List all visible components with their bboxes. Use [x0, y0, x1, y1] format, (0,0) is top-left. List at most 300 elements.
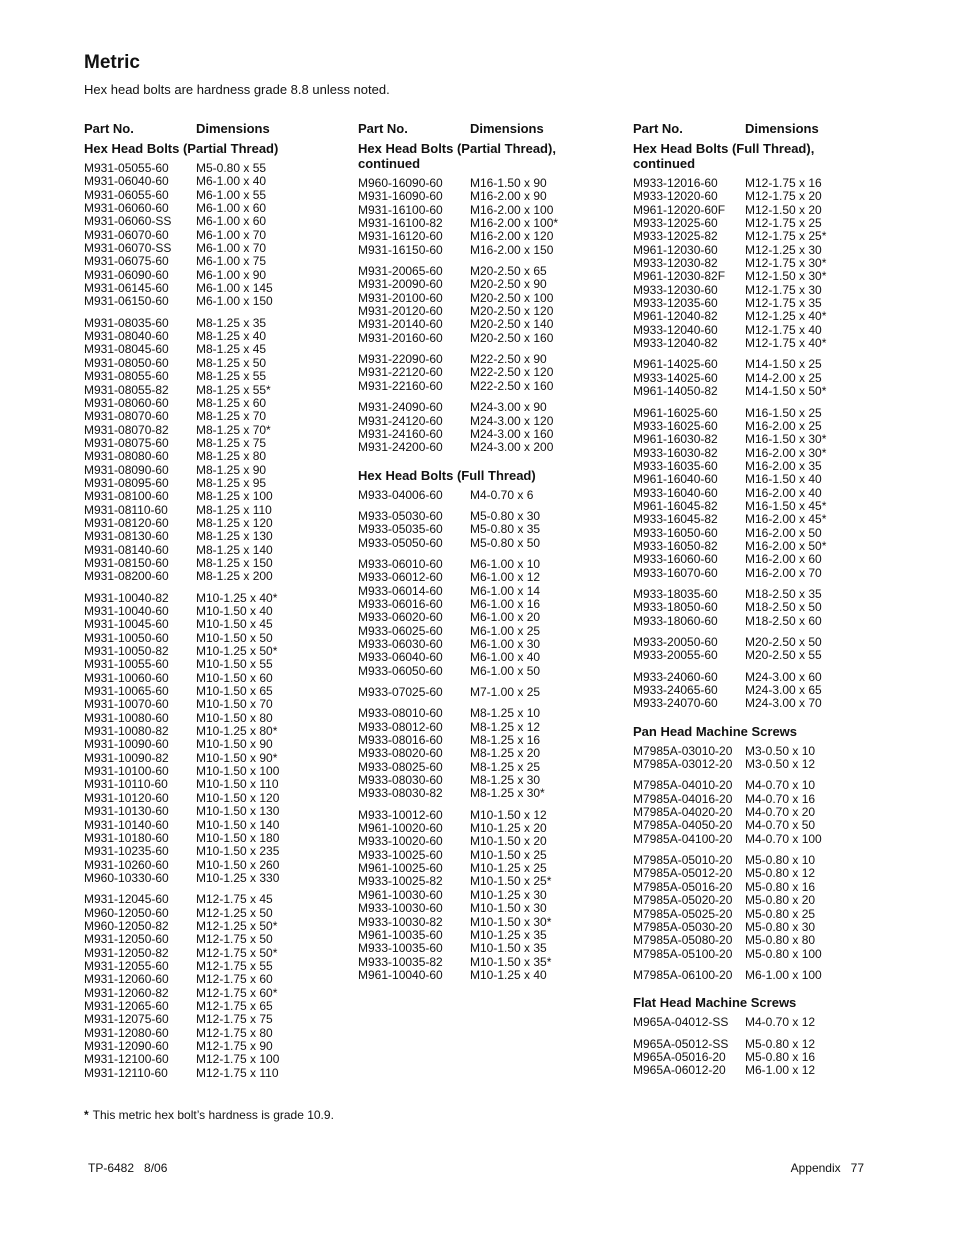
part-number: M931-08130-60 — [84, 529, 169, 544]
dimension: M8-1.25 x 55 — [196, 369, 267, 384]
table-row — [358, 822, 618, 835]
part-number: M933-06030-60 — [358, 636, 443, 651]
table-row — [84, 570, 344, 583]
part-number: M7985A-04100-20 — [633, 831, 733, 846]
part-group — [633, 1016, 893, 1029]
column-header — [84, 121, 344, 141]
dimension: M6-1.00 x 75 — [196, 254, 267, 269]
table-row — [84, 658, 344, 671]
dimension: M6-1.00 x 70 — [196, 227, 267, 242]
dimension: M18-2.50 x 50 — [745, 600, 822, 615]
table-row — [633, 244, 893, 257]
table-row — [84, 765, 344, 778]
dimension: M6-1.00 x 16 — [470, 596, 541, 611]
dimension: M8-1.25 x 140 — [196, 542, 273, 557]
table-row — [84, 450, 344, 463]
part-number: M931-24200-60 — [358, 440, 443, 455]
dimension: M8-1.25 x 70* — [196, 422, 271, 437]
dimension: M8-1.25 x 90 — [196, 462, 267, 477]
dimension: M5-0.80 x 35 — [470, 522, 541, 537]
part-group — [633, 745, 893, 772]
footer-doc-id: TP-6482 8/06 — [88, 1161, 168, 1175]
table-row — [633, 758, 893, 771]
header-dimensions: Dimensions — [745, 121, 819, 136]
part-group — [84, 162, 344, 309]
part-number: M933-08030-60 — [358, 773, 443, 788]
dimension: M16-2.00 x 120 — [470, 229, 554, 244]
dimension: M5-0.80 x 100 — [745, 946, 822, 961]
table-row — [358, 489, 618, 502]
dimension: M16-2.00 x 60 — [745, 552, 822, 567]
dimension: M16-2.00 x 40 — [745, 485, 822, 500]
dimension: M22-2.50 x 160 — [470, 378, 554, 393]
part-number: M931-10235-60 — [84, 844, 169, 859]
table-row — [633, 553, 893, 566]
table-row — [358, 428, 618, 441]
part-number: M961-12030-82F — [633, 269, 726, 284]
table-row — [84, 202, 344, 215]
part-number: M931-06060-SS — [84, 214, 172, 229]
part-number: M7985A-05012-20 — [633, 866, 733, 881]
part-number: M933-06040-60 — [358, 650, 443, 665]
part-number: M933-06016-60 — [358, 596, 443, 611]
table-row — [633, 615, 893, 628]
table-row — [358, 571, 618, 584]
table-row — [84, 792, 344, 805]
dimension: M20-2.50 x 65 — [470, 264, 547, 279]
part-number: M931-16100-60 — [358, 202, 443, 217]
table-row — [633, 310, 893, 323]
dimension: M5-0.80 x 16 — [745, 879, 816, 894]
part-number: M933-16035-60 — [633, 458, 718, 473]
table-row — [358, 638, 618, 651]
dimension: M6-1.00 x 50 — [470, 663, 541, 678]
dimension: M6-1.00 x 10 — [470, 556, 541, 571]
dimension: M5-0.80 x 50 — [470, 535, 541, 550]
dimension: M12-1.75 x 35 — [745, 296, 822, 311]
table-row — [358, 190, 618, 203]
dimension: M12-1.75 x 16 — [745, 176, 822, 190]
table-row — [84, 517, 344, 530]
part-number: M933-10030-82 — [358, 914, 443, 929]
part-number: M7985A-04020-20 — [633, 805, 733, 820]
dimension: M16-2.00 x 45* — [745, 512, 827, 527]
dimension: M10-1.50 x 180 — [196, 830, 280, 845]
part-group — [358, 489, 618, 502]
table-row — [84, 778, 344, 791]
table-row — [84, 738, 344, 751]
dimension: M12-1.25 x 40* — [745, 309, 827, 324]
table-row — [633, 894, 893, 907]
table-row — [84, 618, 344, 631]
dimension: M8-1.25 x 150 — [196, 555, 273, 570]
table-row — [633, 697, 893, 710]
table-row — [633, 779, 893, 792]
part-number: M931-12060-82 — [84, 985, 169, 1000]
dimension: M10-1.50 x 235 — [196, 844, 280, 859]
part-number: M933-12025-82 — [633, 229, 718, 244]
table-row — [358, 956, 618, 969]
part-number: M933-10025-82 — [358, 874, 443, 889]
table-row — [84, 1040, 344, 1053]
table-row — [633, 833, 893, 846]
part-number: M960-16090-60 — [358, 176, 443, 190]
part-number: M931-08060-60 — [84, 395, 169, 410]
part-number: M931-24090-60 — [358, 400, 443, 415]
table-row — [358, 651, 618, 664]
part-number: M933-12035-60 — [633, 296, 718, 311]
part-group — [633, 407, 893, 580]
table-row — [633, 671, 893, 684]
part-number: M961-16045-82 — [633, 498, 718, 513]
part-number: M931-08090-60 — [84, 462, 169, 477]
dimension: M8-1.25 x 55* — [196, 382, 271, 397]
part-number: M965A-05012-SS — [633, 1036, 729, 1051]
part-number: M931-10120-60 — [84, 790, 169, 805]
table-row — [358, 585, 618, 598]
table-row — [84, 464, 344, 477]
table-row — [84, 859, 344, 872]
part-number: M931-08070-60 — [84, 409, 169, 424]
header-part-no: Part No. — [84, 121, 134, 136]
table-row — [633, 819, 893, 832]
dimension: M10-1.50 x 55 — [196, 657, 273, 672]
table-row — [633, 969, 893, 982]
dimension: M10-1.50 x 40 — [196, 604, 273, 618]
dimension: M12-1.75 x 45 — [196, 892, 273, 907]
part-number: M931-06060-60 — [84, 201, 169, 216]
table-row — [84, 255, 344, 268]
part-number: M933-12025-60 — [633, 216, 718, 231]
table-row — [84, 384, 344, 397]
part-number: M931-10180-60 — [84, 830, 169, 845]
table-row — [84, 1000, 344, 1013]
part-number: M933-20055-60 — [633, 648, 718, 663]
dimension: M14-1.50 x 50* — [745, 384, 827, 399]
part-number: M931-08040-60 — [84, 329, 169, 344]
part-number: M933-08025-60 — [358, 759, 443, 774]
part-number: M933-12030-60 — [633, 282, 718, 297]
dimension: M12-1.75 x 20 — [745, 189, 822, 204]
table-row — [358, 415, 618, 428]
part-number: M931-10055-60 — [84, 657, 169, 672]
part-number: M933-08010-60 — [358, 706, 443, 721]
part-number: M931-06090-60 — [84, 267, 169, 282]
dimension: M12-1.75 x 110 — [196, 1065, 279, 1080]
dimension: M8-1.25 x 120 — [196, 515, 273, 530]
table-row — [633, 297, 893, 310]
part-number: M961-16025-60 — [633, 405, 718, 420]
dimension: M10-1.25 x 40* — [196, 590, 278, 605]
table-row — [633, 806, 893, 819]
section-title: Hex Head Bolts (Partial Thread) — [84, 141, 279, 156]
part-number: M7985A-04050-20 — [633, 818, 733, 833]
table-row — [84, 544, 344, 557]
table-row — [84, 437, 344, 450]
table-row — [633, 567, 893, 580]
table-row — [84, 805, 344, 818]
part-number: M931-16120-60 — [358, 229, 443, 244]
table-row — [633, 921, 893, 934]
part-number: M933-10020-60 — [358, 834, 443, 849]
table-row — [84, 933, 344, 946]
table-row — [633, 358, 893, 371]
table-row — [633, 540, 893, 553]
part-number: M931-10090-82 — [84, 750, 169, 765]
footnote-text: This metric hex bolt’s hardness is grade 10.9. — [92, 1108, 334, 1122]
dimension: M6-1.00 x 40 — [470, 650, 541, 665]
part-number: M931-16150-60 — [358, 242, 443, 257]
table-row — [358, 230, 618, 243]
part-number: M933-16040-60 — [633, 485, 718, 500]
dimension: M18-2.50 x 60 — [745, 613, 822, 628]
table-row — [358, 217, 618, 230]
dimension: M6-1.00 x 60 — [196, 201, 267, 216]
part-number: M933-20050-60 — [633, 635, 718, 649]
dimension: M10-1.50 x 140 — [196, 817, 280, 832]
table-row — [358, 849, 618, 862]
table-row — [84, 229, 344, 242]
dimension: M8-1.25 x 25 — [470, 759, 541, 774]
table-row — [633, 337, 893, 350]
dimension: M12-1.75 x 90 — [196, 1039, 273, 1053]
column-3 — [633, 121, 893, 1086]
part-number: M960-10330-60 — [84, 870, 169, 885]
footnote — [84, 1108, 334, 1122]
table-row — [358, 353, 618, 366]
table-row — [358, 787, 618, 800]
table-row — [358, 734, 618, 747]
table-row — [358, 969, 618, 982]
dimension: M12-1.75 x 75 — [196, 1012, 273, 1027]
part-number: M931-10050-60 — [84, 630, 169, 645]
section-title: Hex Head Bolts (Full Thread) — [358, 467, 536, 483]
table-row — [84, 317, 344, 330]
table-row — [633, 745, 893, 758]
part-number: M931-08055-82 — [84, 382, 169, 397]
dimension: M4-0.70 x 20 — [745, 805, 816, 820]
dimension: M10-1.50 x 100 — [196, 764, 280, 779]
dimension: M5-0.80 x 30 — [470, 508, 541, 523]
part-number: M931-10070-60 — [84, 697, 169, 712]
dimension: M16-2.00 x 25 — [745, 418, 822, 433]
part-number: M931-08050-60 — [84, 355, 169, 370]
part-group — [633, 969, 893, 982]
dimension: M16-1.50 x 45* — [745, 498, 827, 513]
dimension: M10-1.50 x 65 — [196, 684, 273, 699]
dimension: M12-1.75 x 40 — [745, 322, 822, 337]
table-row — [633, 433, 893, 446]
dimension: M4-0.70 x 16 — [745, 791, 816, 806]
dimension: M8-1.25 x 70 — [196, 409, 267, 424]
part-number: M931-10050-82 — [84, 644, 169, 659]
part-number: M931-24120-60 — [358, 413, 443, 428]
dimension: M8-1.25 x 16 — [470, 733, 541, 748]
dimension: M10-1.50 x 30 — [470, 901, 547, 916]
table-row — [633, 270, 893, 283]
part-number: M961-12040-82 — [633, 309, 718, 324]
part-number: M960-12050-82 — [84, 918, 169, 933]
table-row — [84, 685, 344, 698]
table-row — [633, 473, 893, 486]
dimension: M10-1.50 x 25* — [470, 874, 552, 889]
table-row — [84, 175, 344, 188]
table-row — [84, 947, 344, 960]
part-number: M931-12050-60 — [84, 932, 169, 947]
dimension: M16-1.50 x 25 — [745, 405, 822, 420]
dimension: M24-3.00 x 160 — [470, 426, 554, 441]
table-row — [84, 725, 344, 738]
part-number: M933-06050-60 — [358, 663, 443, 678]
dimension: M12-1.50 x 20 — [745, 202, 822, 217]
dimension: M10-1.50 x 70 — [196, 697, 273, 712]
part-number: M933-12040-60 — [633, 322, 718, 337]
table-row — [633, 190, 893, 203]
part-number: M931-10130-60 — [84, 804, 169, 819]
table-row — [358, 875, 618, 888]
table-row — [358, 380, 618, 393]
dimension: M22-2.50 x 90 — [470, 352, 547, 367]
table-row — [84, 490, 344, 503]
part-number: M7985A-05010-20 — [633, 853, 733, 868]
table-row — [84, 893, 344, 906]
part-number: M931-08120-60 — [84, 515, 169, 530]
table-row — [633, 284, 893, 297]
part-number: M933-14025-60 — [633, 370, 718, 385]
dimension: M6-1.00 x 150 — [196, 294, 273, 309]
part-number: M933-06010-60 — [358, 556, 443, 571]
table-row — [633, 527, 893, 540]
dimension: M10-1.50 x 60 — [196, 670, 273, 685]
part-number: M931-05055-60 — [84, 161, 169, 175]
dimension: M20-2.50 x 160 — [470, 330, 554, 345]
part-number: M931-08200-60 — [84, 569, 169, 584]
header-part-no: Part No. — [633, 121, 683, 136]
dimension: M10-1.50 x 25 — [470, 847, 547, 862]
table-row — [84, 215, 344, 228]
dimension: M10-1.25 x 35 — [470, 927, 547, 942]
dimension: M8-1.25 x 20 — [470, 746, 541, 761]
part-number: M933-18060-60 — [633, 613, 718, 628]
dimension: M5-0.80 x 20 — [745, 893, 816, 908]
part-number: M933-10035-82 — [358, 954, 443, 969]
part-number: M931-10065-60 — [84, 684, 169, 699]
part-number: M961-10040-60 — [358, 967, 443, 982]
dimension: M12-1.75 x 60 — [196, 972, 273, 987]
table-row — [633, 204, 893, 217]
table-row — [84, 632, 344, 645]
table-row — [633, 934, 893, 947]
dimension: M6-1.00 x 60 — [196, 214, 267, 229]
dimension: M24-3.00 x 200 — [470, 440, 554, 455]
part-number: M7985A-06100-20 — [633, 967, 733, 982]
part-number: M933-06014-60 — [358, 583, 443, 598]
table-row — [84, 477, 344, 490]
dimension: M12-1.25 x 30 — [745, 242, 822, 257]
table-row — [84, 712, 344, 725]
part-number: M933-16030-82 — [633, 445, 718, 460]
dimension: M4-0.70 x 50 — [745, 818, 816, 833]
table-row — [633, 588, 893, 601]
part-number: M933-16060-60 — [633, 552, 718, 567]
part-number: M933-05035-60 — [358, 522, 443, 537]
part-number: M7985A-04016-20 — [633, 791, 733, 806]
dimension: M22-2.50 x 120 — [470, 365, 554, 380]
table-row — [84, 872, 344, 885]
part-number: M931-10080-82 — [84, 724, 169, 739]
table-row — [358, 686, 618, 699]
part-number: M7985A-05030-20 — [633, 919, 733, 934]
part-number: M931-10140-60 — [84, 817, 169, 832]
part-number: M933-08016-60 — [358, 733, 443, 748]
part-number: M965A-04012-SS — [633, 1015, 729, 1030]
part-number: M933-10025-60 — [358, 847, 443, 862]
part-number: M931-08070-82 — [84, 422, 169, 437]
table-row — [633, 636, 893, 649]
table-row — [633, 867, 893, 880]
part-number: M961-16040-60 — [633, 472, 718, 487]
dimension: M12-1.25 x 50* — [196, 918, 278, 933]
dimension: M16-1.50 x 90 — [470, 176, 547, 190]
page-subtitle: Hex head bolts are hardness grade 8.8 unless noted. — [84, 82, 390, 97]
dimension: M8-1.25 x 60 — [196, 395, 267, 410]
part-number: M931-10260-60 — [84, 857, 169, 872]
table-row — [358, 707, 618, 720]
part-number: M933-16050-82 — [633, 538, 718, 553]
table-row — [358, 889, 618, 902]
dimension: M4-0.70 x 10 — [745, 778, 816, 793]
part-number: M933-12020-60 — [633, 189, 718, 204]
part-number: M931-22120-60 — [358, 365, 443, 380]
table-row — [633, 649, 893, 662]
part-number: M931-08080-60 — [84, 449, 169, 464]
dimension: M6-1.00 x 100 — [745, 967, 822, 982]
table-row — [84, 592, 344, 605]
part-number: M931-20065-60 — [358, 264, 443, 279]
table-row — [633, 948, 893, 961]
part-number: M961-16030-82 — [633, 432, 718, 447]
dimension: M12-1.75 x 80 — [196, 1025, 273, 1040]
dimension: M5-0.80 x 16 — [745, 1049, 816, 1064]
table-row — [84, 752, 344, 765]
part-number: M931-08075-60 — [84, 435, 169, 450]
table-row — [358, 761, 618, 774]
dimension: M8-1.25 x 45 — [196, 342, 267, 357]
table-row — [633, 908, 893, 921]
column-1 — [84, 121, 344, 1088]
dimension: M3-0.50 x 10 — [745, 743, 816, 758]
dimension: M10-1.50 x 260 — [196, 857, 280, 872]
part-number: M7985A-03012-20 — [633, 757, 733, 772]
table-row — [358, 809, 618, 822]
dimension: M12-1.75 x 65 — [196, 998, 273, 1013]
dimension: M6-1.00 x 20 — [470, 610, 541, 625]
dimension: M4-0.70 x 12 — [745, 1015, 816, 1030]
table-row — [358, 558, 618, 571]
section-title: Flat Head Machine Screws — [633, 995, 797, 1011]
section-title: Pan Head Machine Screws — [633, 723, 798, 739]
table-row — [633, 257, 893, 270]
part-group — [358, 707, 618, 800]
dimension: M6-1.00 x 12 — [470, 570, 541, 585]
part-number: M931-22090-60 — [358, 352, 443, 367]
part-group — [358, 353, 618, 393]
table-row — [633, 684, 893, 697]
dimension: M20-2.50 x 120 — [470, 304, 554, 319]
dimension: M8-1.25 x 30* — [470, 786, 545, 801]
part-number: M961-10020-60 — [358, 821, 443, 836]
part-number: M931-06145-60 — [84, 281, 169, 296]
